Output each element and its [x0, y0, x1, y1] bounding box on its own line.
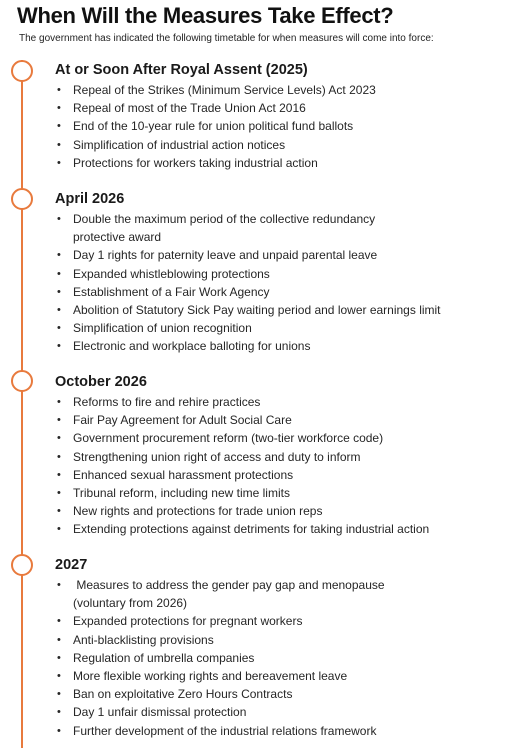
list-item-text: • Measures to address the gender pay gap and menopause — [73, 578, 385, 592]
list-item: • Simplification of industrial action notices — [55, 136, 505, 154]
timeline-marker — [11, 554, 33, 576]
timeline-section-2027 — [55, 555, 505, 740]
timeline-marker — [11, 60, 33, 82]
list-item: • Electronic and workplace balloting for unions — [55, 337, 505, 355]
timeline-line — [21, 60, 23, 748]
list-item: • Regulation of umbrella companies — [55, 649, 505, 667]
measure-list — [55, 393, 505, 539]
list-item: • Strengthening union right of access and duty to inform — [55, 448, 505, 466]
section-heading: October 2026 — [55, 374, 147, 390]
list-item: • Repeal of most of the Trade Union Act 2016 — [55, 99, 505, 117]
timeline-section-april-2026 — [55, 189, 505, 356]
list-item — [55, 576, 505, 612]
list-item: • Government procurement reform (two-tier workforce code) — [55, 429, 505, 447]
list-item: • Enhanced sexual harassment protections — [55, 466, 505, 484]
list-item: • Fair Pay Agreement for Adult Social Care — [55, 411, 505, 429]
list-item: • Repeal of the Strikes (Minimum Service Levels) Act 2023 — [55, 81, 505, 99]
list-item: • Reforms to fire and rehire practices — [55, 393, 505, 411]
list-item: • Further development of the industrial relations framework — [55, 722, 505, 740]
list-item-continuation: (voluntary from 2026) — [73, 596, 188, 611]
section-heading: 2027 — [55, 557, 88, 573]
list-item: • New rights and protections for trade union reps — [55, 502, 505, 520]
list-item: • End of the 10-year rule for union political fund ballots — [55, 117, 505, 135]
measure-list — [55, 210, 505, 356]
list-item-text: • Double the maximum period of the collective redundancy — [73, 212, 376, 226]
list-item: • Day 1 rights for paternity leave and unpaid parental leave — [55, 246, 505, 264]
list-item: • Tribunal reform, including new time limits — [55, 484, 505, 502]
list-item: • Day 1 unfair dismissal protection — [55, 703, 505, 721]
page-title: When Will the Measures Take Effect? — [17, 3, 394, 28]
measure-list — [55, 81, 505, 172]
list-item-continuation: protective award — [73, 230, 162, 245]
timeline-marker — [11, 370, 33, 392]
section-heading: At or Soon After Royal Assent (2025) — [55, 62, 308, 78]
list-item: • Extending protections against detriments for taking industrial action — [55, 520, 505, 538]
list-item: • Protections for workers taking industrial action — [55, 154, 505, 172]
list-item: • Anti-blacklisting provisions — [55, 631, 505, 649]
page-subtitle: The government has indicated the following timetable for when measures will come into force: — [19, 33, 434, 44]
list-item: • Expanded protections for pregnant workers — [55, 612, 505, 630]
list-item: • Simplification of union recognition — [55, 319, 505, 337]
list-item — [55, 210, 505, 246]
section-heading: April 2026 — [55, 191, 125, 207]
measure-list — [55, 576, 505, 740]
timeline-marker — [11, 188, 33, 210]
timeline-section-october-2026 — [55, 372, 505, 539]
list-item: • Ban on exploitative Zero Hours Contracts — [55, 685, 505, 703]
timeline-section-royal-assent — [55, 60, 505, 172]
list-item: • Establishment of a Fair Work Agency — [55, 283, 505, 301]
list-item: • Expanded whistleblowing protections — [55, 265, 505, 283]
list-item: • Abolition of Statutory Sick Pay waiting period and lower earnings limit — [55, 301, 505, 319]
list-item: • More flexible working rights and bereavement leave — [55, 667, 505, 685]
